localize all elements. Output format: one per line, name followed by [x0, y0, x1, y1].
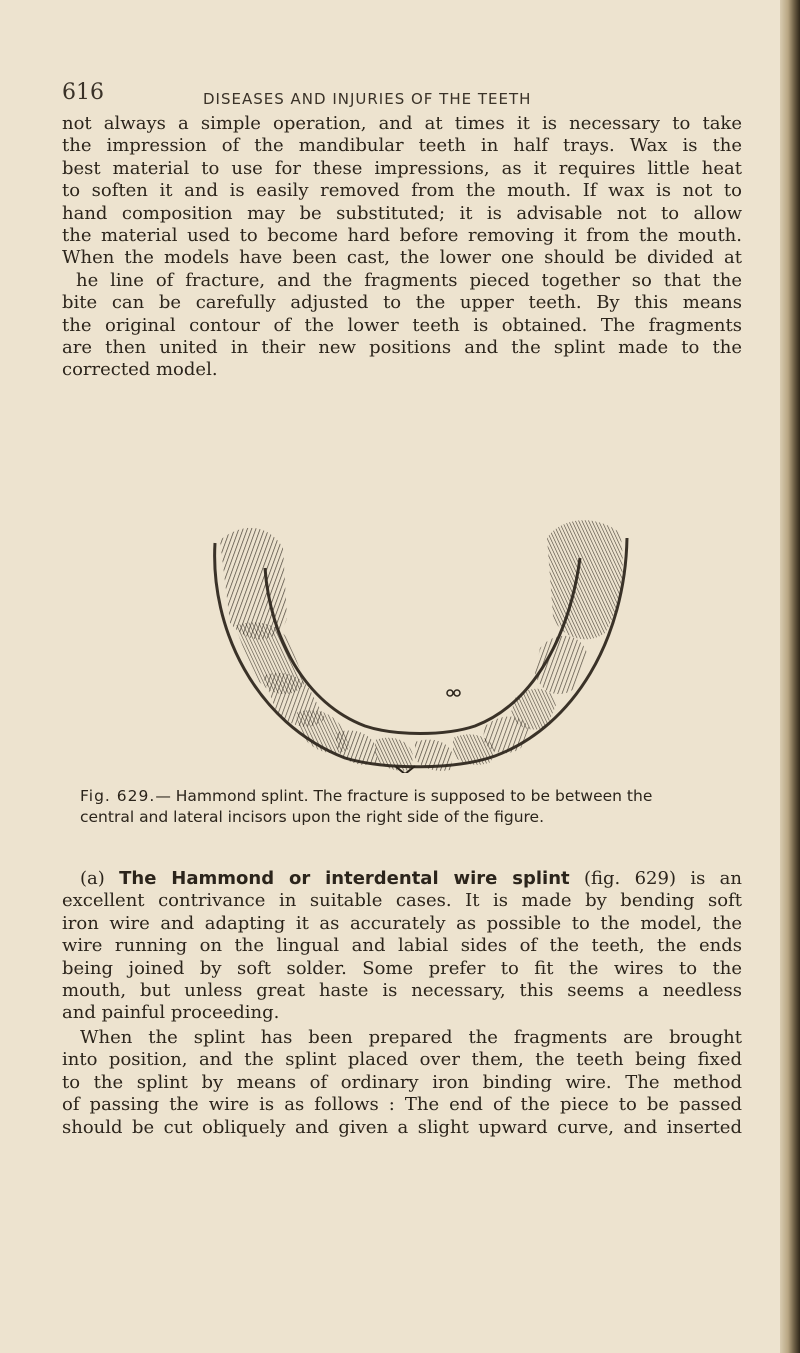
text-line: and painful proceeding. — [62, 1002, 280, 1024]
text-line: to the splint by means of ordinary iron binding wire. The method — [62, 1071, 742, 1093]
section-marker: (a) — [80, 868, 105, 889]
running-head: DISEASES AND INJURIES OF THE TEETH — [203, 90, 532, 108]
text-line: corrected model. — [62, 359, 218, 381]
text-line: of passing the wire is as follows : The end of the piece to be passed — [62, 1094, 742, 1116]
text-line: excellent contrivance in suitable cases. It is made by bending soft — [62, 890, 742, 912]
paragraph-3 — [62, 1027, 742, 1139]
text-line: should be cut obliquely and given a slight upward curve, and inserted — [62, 1116, 742, 1138]
page-number: 616 — [62, 80, 104, 105]
text-line: he line of fracture, and the fragments pieced together so that the — [76, 269, 742, 291]
page-edge-shadow — [780, 0, 800, 1353]
text-line: wire running on the lingual and labial sides of the teeth, the ends — [62, 935, 742, 957]
text-line: not always a simple operation, and at times it is necessary to take — [62, 113, 742, 134]
section-a-paragraph — [62, 868, 742, 1025]
text-line: hand composition may be substituted; it is advisable not to allow — [62, 202, 742, 224]
section-heading: The Hammond or interdental wire splint — [119, 868, 570, 889]
text-line: best material to use for these impressions, as it requires little heat — [62, 157, 742, 179]
figure-label: Fig. 629. — [80, 787, 156, 805]
text-line: iron wire and adapting it as accurately as possible to the model, the — [62, 912, 742, 934]
text-line: being joined by soft solder. Some prefer to fit the wires to the — [62, 957, 742, 979]
text-line: mouth, but unless great haste is necessary, this seems a needless — [62, 980, 742, 1002]
paragraph-1 — [62, 113, 742, 382]
caption-text: central and lateral incisors upon the right side of the figure. — [80, 808, 545, 826]
text-line: When the splint has been prepared the fragments are brought — [80, 1027, 742, 1048]
text-line: to soften it and is easily removed from the mouth. If wax is not to — [62, 180, 742, 202]
text-line: bite can be carefully adjusted to the upper teeth. By this means — [62, 292, 742, 314]
caption-text: — Hammond splint. The fracture is supposed to be between the — [155, 787, 653, 805]
text-line: When the models have been cast, the lower one should be divided at — [62, 247, 742, 269]
hammond-splint-illustration — [195, 508, 645, 773]
hammond-splint-figure — [195, 508, 645, 773]
figure-caption — [80, 786, 736, 828]
text-line: into position, and the splint placed over them, the teeth being fixed — [62, 1049, 742, 1071]
text-line: the original contour of the lower teeth is obtained. The fragments — [62, 314, 742, 336]
text-line: the material used to become hard before removing it from the mouth. — [62, 225, 742, 247]
text-line: are then united in their new positions and the splint made to the — [62, 337, 742, 359]
text-line: the impression of the mandibular teeth in half trays. Wax is the — [62, 135, 742, 157]
text-fragment: (fig. 629) is an — [583, 868, 742, 889]
